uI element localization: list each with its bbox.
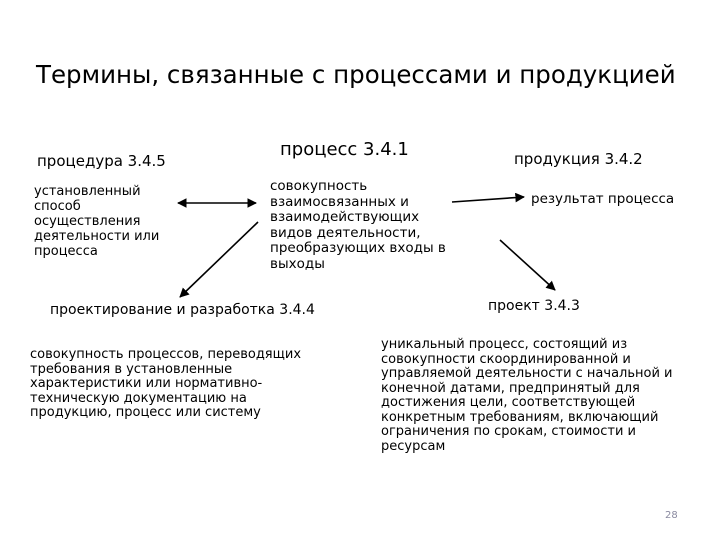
procedure-definition-line: процесса bbox=[34, 244, 98, 259]
procedure-definition-line: способ bbox=[34, 199, 81, 214]
project-definition-line: уникальный процесс, состоящий из bbox=[381, 337, 628, 352]
procedure-definition-line: деятельности или bbox=[34, 229, 160, 244]
process-project-arrow bbox=[500, 240, 555, 290]
product-definition-line: результат процесса bbox=[531, 191, 675, 207]
project-definition-line: ограничения по срокам, стоимости и bbox=[381, 424, 636, 439]
project-definition-line: совокупности скоординированной и bbox=[381, 351, 631, 367]
design-definition-line: характеристики или нормативно- bbox=[30, 376, 263, 391]
process-definition bbox=[270, 179, 500, 272]
design-definition-line: продукцию, процесс или систему bbox=[30, 405, 261, 420]
design-definition-line: техническую документацию на bbox=[30, 390, 247, 406]
process-definition-line: взаимосвязанных и bbox=[270, 193, 409, 210]
project-definition bbox=[381, 338, 716, 454]
process-heading: процесс 3.4.1 bbox=[280, 139, 409, 160]
process-definition-line: совокупность bbox=[270, 178, 368, 194]
slide-title: Термины, связанные с процессами и продукцией bbox=[36, 60, 676, 89]
process-definition-line: преобразующих входы в bbox=[270, 240, 446, 256]
project-heading: проект 3.4.3 bbox=[488, 298, 580, 314]
process-definition-line: взаимодействующих bbox=[270, 209, 420, 225]
design-definition-line: требования в установленные bbox=[30, 361, 233, 377]
project-definition-line: достижения цели, соответствующей bbox=[381, 395, 636, 410]
procedure-definition-line: установленный bbox=[34, 184, 141, 199]
procedure-definition bbox=[34, 184, 194, 259]
project-definition-line: конкретным требованиям, включающий bbox=[381, 409, 659, 425]
product-heading: продукция 3.4.2 bbox=[514, 150, 643, 168]
project-definition-line: конечной датами, предпринятый для bbox=[381, 380, 640, 396]
process-definition-line: выходы bbox=[270, 255, 325, 272]
design-definition bbox=[30, 348, 350, 421]
procedure-definition-line: осуществления bbox=[34, 214, 141, 229]
procedure-heading: процедура 3.4.5 bbox=[37, 152, 166, 170]
process-definition-line: видов деятельности, bbox=[270, 224, 421, 241]
product-definition bbox=[531, 192, 674, 207]
project-definition-line: ресурсам bbox=[381, 438, 446, 454]
project-definition-line: управляемой деятельности с начальной и bbox=[381, 366, 673, 381]
page-number: 28 bbox=[665, 510, 678, 521]
design-heading: проектирование и разработка 3.4.4 bbox=[50, 302, 315, 318]
design-definition-line: совокупность процессов, переводящих bbox=[30, 347, 302, 362]
